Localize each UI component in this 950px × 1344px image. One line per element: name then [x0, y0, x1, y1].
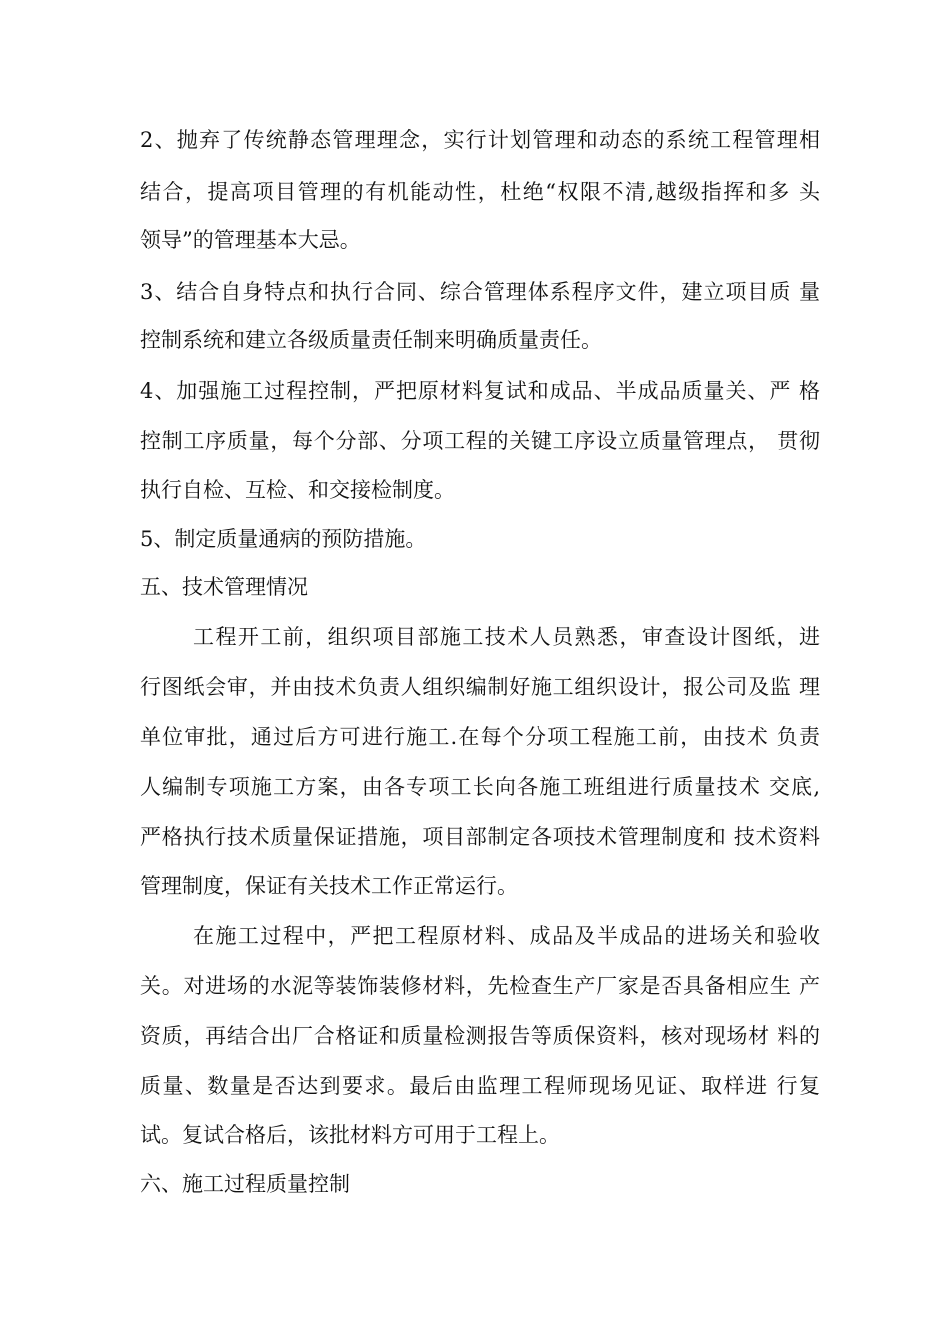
text-line: 关。对进场的水泥等装饰装修材料，先检查生产厂家是否具备相应生 产 [140, 974, 820, 998]
text-line: 管理制度，保证有关技术工作正常运行。 [140, 874, 518, 898]
text-line: 4、加强施工过程控制，严把原材料复试和成品、半成品质量关、严 格 [140, 379, 820, 403]
text-line: 试。复试合格后，该批材料方可用于工程上。 [140, 1123, 560, 1147]
text-line: 在施工过程中，严把工程原材料、成品及半成品的进场关和验收 [193, 924, 820, 948]
text-line: 工程开工前，组织项目部施工技术人员熟悉，审查设计图纸，进 [193, 625, 820, 649]
text-line: 行图纸会审，并由技术负责人组织编制好施工组织设计，报公司及监 理 [140, 675, 820, 699]
text-line: 3、结合自身特点和执行合同、综合管理体系程序文件，建立项目质 量 [140, 280, 820, 304]
text-line: 结合，提高项目管理的有机能动性，杜绝“权限不清,越级指挥和多 头 [140, 180, 820, 204]
text-line: 执行自检、互检、和交接检制度。 [140, 478, 455, 502]
section-heading: 五、技术管理情况 [140, 575, 308, 599]
text-line: 严格执行技术质量保证措施，项目部制定各项技术管理制度和 技术资料 [140, 825, 820, 849]
text-line: 人编制专项施工方案，由各专项工长向各施工班组进行质量技术 交底, [140, 775, 820, 799]
text-line: 2、抛弃了传统静态管理理念，实行计划管理和动态的系统工程管理相 [140, 128, 820, 152]
text-line: 5、制定质量通病的预防措施。 [140, 527, 427, 551]
text-line: 控制系统和建立各级质量责任制来明确质量责任。 [140, 328, 602, 352]
text-line: 资质，再结合出厂合格证和质量检测报告等质保资料，核对现场材 料的 [140, 1024, 820, 1048]
text-line: 单位审批，通过后方可进行施工.在每个分项工程施工前，由技术 负责 [140, 725, 820, 749]
text-line: 控制工序质量，每个分部、分项工程的关键工序设立质量管理点， 贯彻 [140, 429, 820, 453]
section-heading: 六、施工过程质量控制 [140, 1172, 350, 1196]
text-line: 质量、数量是否达到要求。最后由监理工程师现场见证、取样进 行复 [140, 1074, 820, 1098]
text-line: 领导”的管理基本大忌。 [140, 228, 361, 252]
